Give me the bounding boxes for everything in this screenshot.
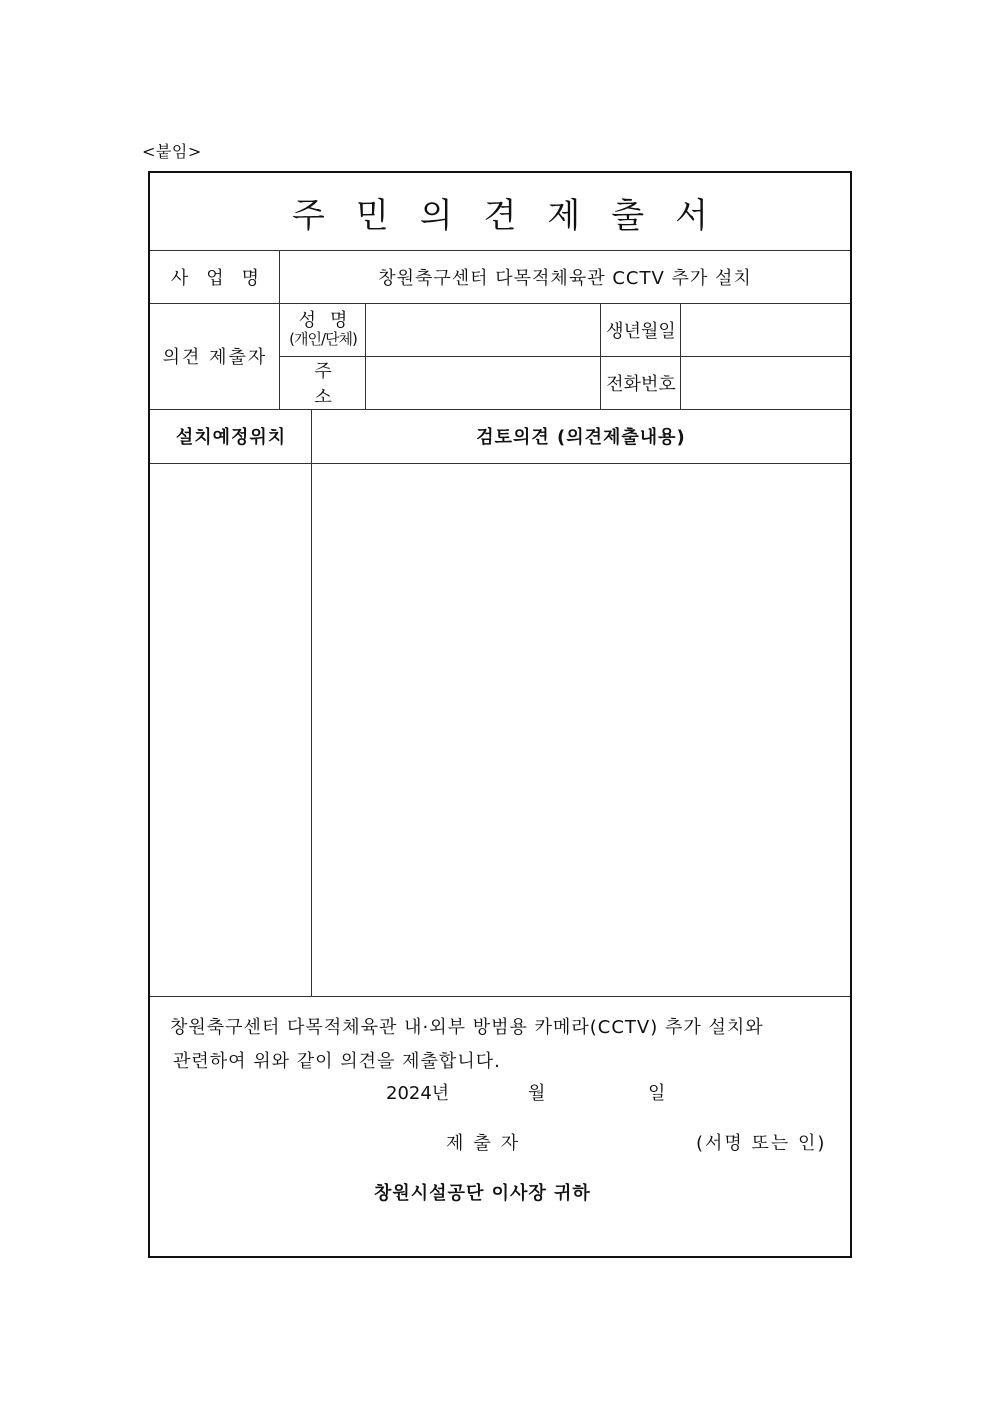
divider xyxy=(150,996,850,997)
sign-or-seal-note: (서명 또는 인) xyxy=(696,1133,827,1154)
submitter-label: 의견 제출자 xyxy=(162,347,268,368)
name-label-sub: (개인/단체) xyxy=(289,330,357,349)
business-name-label: 사업명 xyxy=(170,268,278,289)
phone-label: 전화번호 xyxy=(606,373,676,395)
phone-field[interactable] xyxy=(681,356,850,409)
opinion-submission-form xyxy=(148,171,852,1258)
birthdate-field[interactable] xyxy=(681,303,850,356)
install-location-area[interactable] xyxy=(150,463,312,996)
submission-statement xyxy=(170,1011,820,1079)
date-day: 일 xyxy=(648,1083,666,1104)
install-location-header: 설치예정위치 xyxy=(175,427,287,448)
name-label xyxy=(280,303,366,356)
submitter-sign-label: 제출자 xyxy=(446,1133,529,1154)
address-field[interactable] xyxy=(366,356,600,409)
recipient: 창원시설공단 이사장 귀하 xyxy=(374,1183,591,1204)
form-title: 주민의견제출서 xyxy=(292,195,739,236)
statement-line-2: 관련하여 위와 같이 의견을 제출합니다. xyxy=(173,1051,501,1072)
date-year: 2024년 xyxy=(386,1083,450,1104)
opinion-header: 검토의견 (의견제출내용) xyxy=(476,427,686,448)
name-label-main: 성명 xyxy=(298,309,362,331)
date-month: 월 xyxy=(528,1083,546,1104)
birthdate-label: 생년월일 xyxy=(606,320,676,342)
business-name-value: 창원축구센터 다목적체육관 CCTV 추가 설치 xyxy=(378,268,752,289)
attachment-label: <붙임> xyxy=(142,142,202,161)
address-label: 주소 xyxy=(314,360,370,408)
opinion-content-area[interactable] xyxy=(312,463,850,996)
statement-line-1: 창원축구센터 다목적체육관 내·외부 방범용 카메라(CCTV) 추가 설치와 xyxy=(170,1017,764,1038)
name-field[interactable] xyxy=(366,303,600,356)
